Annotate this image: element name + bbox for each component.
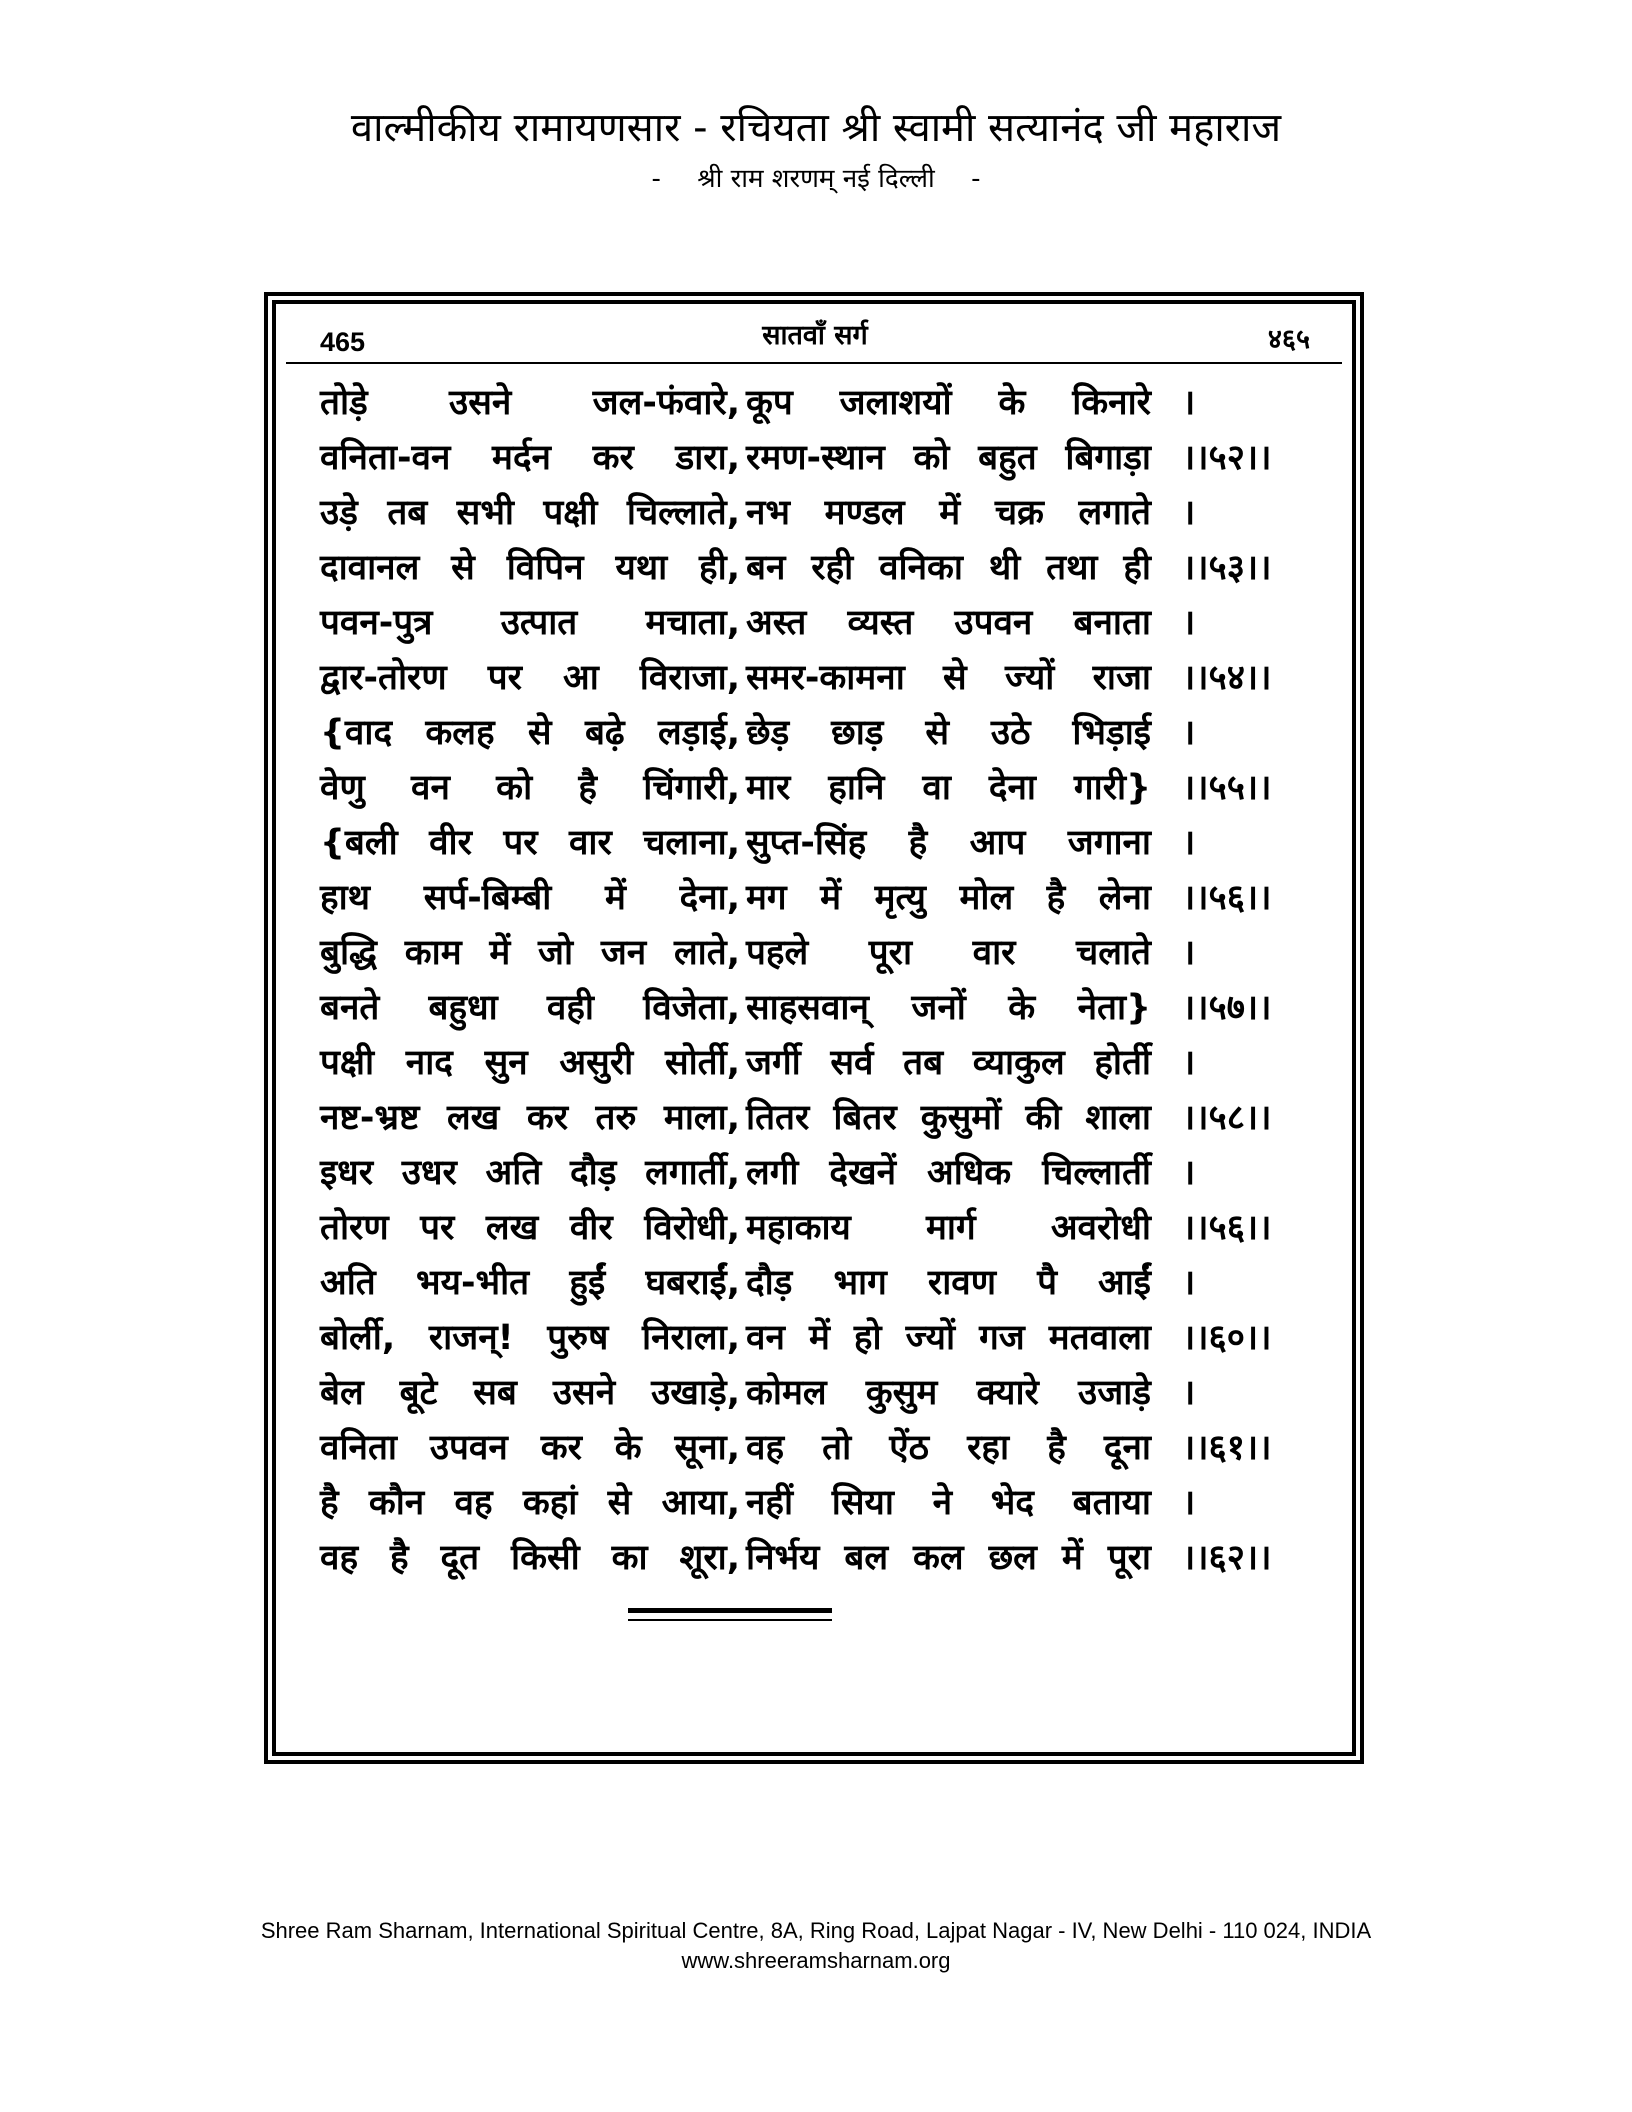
chapter-title: सातवाँ सर्ग bbox=[762, 320, 868, 351]
verse-left-half: वह है दूत किसी का शूरा, bbox=[320, 1538, 740, 1578]
verse-right-half: नभ मण्डल में चक्र लगाते bbox=[746, 493, 1151, 533]
verse-end-mark: । bbox=[1182, 1043, 1196, 1083]
verse-right-half: सुप्त-सिंह है आप जगाना bbox=[746, 823, 1151, 863]
verse-left-half: वनिता-वन मर्दन कर डारा, bbox=[320, 438, 740, 478]
verse-line bbox=[320, 1036, 1320, 1091]
verse-end-mark: । bbox=[1182, 383, 1196, 423]
verse-right-half: नहीं सिया ने भेद बताया bbox=[746, 1483, 1151, 1523]
verse-left-half: बोर्ली, राजन्! पुरुष निराला, bbox=[320, 1318, 740, 1358]
verse-end-mark: । bbox=[1182, 1483, 1196, 1523]
verse-right-half: रमण-स्थान को बहुत बिगाड़ा bbox=[746, 438, 1151, 478]
verse-end-mark: । bbox=[1182, 1373, 1196, 1413]
verse-right-half: तितर बितर कुसुमों की शाला bbox=[746, 1098, 1151, 1138]
verse-line bbox=[320, 1311, 1320, 1366]
verse-right-half: महाकाय मार्ग अवरोधी bbox=[746, 1208, 1151, 1248]
document-subtitle bbox=[0, 162, 1632, 196]
verse-line bbox=[320, 596, 1320, 651]
verse-end-mark: ।।६०।। bbox=[1182, 1318, 1272, 1358]
subtitle-dash-left: - bbox=[651, 164, 661, 194]
verse-end-mark: ।।५५।। bbox=[1182, 768, 1272, 808]
footer-website-link[interactable]: www.shreeramsharnam.org bbox=[681, 1948, 951, 1973]
verse-right-half: पहले पूरा वार चलाते bbox=[746, 933, 1151, 973]
verse-left-half: बनते बहुधा वही विजेता, bbox=[320, 988, 740, 1028]
verse-line bbox=[320, 541, 1320, 596]
verse-right-half: दौड़ भाग रावण पै आईं bbox=[746, 1263, 1151, 1303]
verse-end-mark: ।।५४।। bbox=[1182, 658, 1272, 698]
verse-left-half: {वाद कलह से बढ़े लड़ाई, bbox=[320, 713, 740, 753]
footer-address: Shree Ram Sharnam, International Spiritual Centre, 8A, Ring Road, Lajpat Nagar - IV, New Delhi - 110 024, INDIA bbox=[260, 1918, 1372, 1943]
verse-line bbox=[320, 926, 1320, 981]
verse-left-half: द्वार-तोरण पर आ विराजा, bbox=[320, 658, 740, 698]
verse-end-mark: । bbox=[1182, 603, 1196, 643]
verse-end-mark: । bbox=[1182, 493, 1196, 533]
verse-line bbox=[320, 1091, 1320, 1146]
verse-end-mark: ।।५२।। bbox=[1182, 438, 1272, 478]
verse-line bbox=[320, 1146, 1320, 1201]
verse-left-half: अति भय-भीत हुईं घबराईं, bbox=[320, 1263, 740, 1303]
verse-line bbox=[320, 1366, 1320, 1421]
end-rule-thick bbox=[628, 1608, 832, 1613]
verse-end-mark: । bbox=[1182, 1263, 1196, 1303]
verse-end-mark: ।।६२।। bbox=[1182, 1538, 1272, 1578]
verse-line bbox=[320, 1256, 1320, 1311]
verse-line bbox=[320, 486, 1320, 541]
verse-left-half: पवन-पुत्र उत्पात मचाता, bbox=[320, 603, 740, 643]
verse-end-mark: ।।५८।। bbox=[1182, 1098, 1272, 1138]
header-divider bbox=[286, 362, 1342, 364]
verse-line bbox=[320, 706, 1320, 761]
verse-right-half: कूप जलाशयों के किनारे bbox=[746, 383, 1151, 423]
verse-end-mark: । bbox=[1182, 1153, 1196, 1193]
subtitle-text: श्री राम शरणम् नई दिल्ली bbox=[697, 164, 935, 194]
end-rule-thin bbox=[628, 1619, 832, 1621]
verse-left-half: नष्ट-भ्रष्ट लख कर तरु माला, bbox=[320, 1098, 740, 1138]
verse-right-half: मार हानि वा देना गारी} bbox=[746, 768, 1151, 808]
verse-left-half: बुद्धि काम में जो जन लाते, bbox=[320, 933, 740, 973]
verse-line bbox=[320, 1476, 1320, 1531]
verse-end-mark: । bbox=[1182, 713, 1196, 753]
verse-left-half: दावानल से विपिन यथा ही, bbox=[320, 548, 740, 588]
verse-right-half: बन रही वनिका थी तथा ही bbox=[746, 548, 1151, 588]
verse-left-half: उड़े तब सभी पक्षी चिल्लाते, bbox=[320, 493, 740, 533]
verse-right-half: कोमल कुसुम क्यारे उजाड़े bbox=[746, 1373, 1151, 1413]
end-ornament-rule bbox=[628, 1608, 832, 1624]
verse-end-mark: ।।५६।। bbox=[1182, 1208, 1272, 1248]
page-number-devanagari: ४६५ bbox=[1267, 324, 1310, 355]
verse-line bbox=[320, 981, 1320, 1036]
verse-left-half: तोड़े उसने जल-फंवारे, bbox=[320, 383, 740, 423]
verse-list bbox=[320, 376, 1320, 1586]
verse-line bbox=[320, 1201, 1320, 1256]
verse-right-half: अस्त व्यस्त उपवन बनाता bbox=[746, 603, 1151, 643]
document-title: वाल्मीकीय रामायणसार - रचियता श्री स्वामी सत्यानंद जी महाराज bbox=[350, 105, 1282, 151]
verse-line bbox=[320, 431, 1320, 486]
verse-line bbox=[320, 1531, 1320, 1586]
verse-left-half: वेणु वन को है चिंगारी, bbox=[320, 768, 740, 808]
verse-end-mark: ।।५६।। bbox=[1182, 878, 1272, 918]
verse-end-mark: ।।५७।। bbox=[1182, 988, 1272, 1028]
verse-left-half: तोरण पर लख वीर विरोधी, bbox=[320, 1208, 740, 1248]
verse-right-half: वह तो ऐंठ रहा है दूना bbox=[746, 1428, 1151, 1468]
verse-end-mark: । bbox=[1182, 823, 1196, 863]
verse-end-mark: ।।६१।। bbox=[1182, 1428, 1272, 1468]
verse-left-half: वनिता उपवन कर के सूना, bbox=[320, 1428, 740, 1468]
subtitle-dash-right: - bbox=[971, 164, 981, 194]
verse-line bbox=[320, 651, 1320, 706]
verse-right-half: निर्भय बल कल छल में पूरा bbox=[746, 1538, 1151, 1578]
page-header bbox=[320, 318, 1310, 358]
verse-right-half: वन में हो ज्यों गज मतवाला bbox=[746, 1318, 1151, 1358]
verse-left-half: पक्षी नाद सुन असुरी सोर्ती, bbox=[320, 1043, 740, 1083]
verse-end-mark: ।।५३।। bbox=[1182, 548, 1272, 588]
verse-right-half: समर-कामना से ज्यों राजा bbox=[746, 658, 1151, 698]
verse-line bbox=[320, 1421, 1320, 1476]
verse-left-half: {बली वीर पर वार चलाना, bbox=[320, 823, 740, 863]
verse-right-half: छेड़ छाड़ से उठे भिड़ाई bbox=[746, 713, 1151, 753]
verse-left-half: इधर उधर अति दौड़ लगार्ती, bbox=[320, 1153, 740, 1193]
verse-line bbox=[320, 761, 1320, 816]
verse-left-half: है कौन वह कहां से आया, bbox=[320, 1483, 740, 1523]
verse-left-half: हाथ सर्प-बिम्बी में देना, bbox=[320, 878, 740, 918]
verse-line bbox=[320, 871, 1320, 926]
verse-right-half: मग में मृत्यु मोल है लेना bbox=[746, 878, 1151, 918]
verse-line bbox=[320, 376, 1320, 431]
verse-left-half: बेल बूटे सब उसने उखाड़े, bbox=[320, 1373, 740, 1413]
verse-end-mark: । bbox=[1182, 933, 1196, 973]
verse-line bbox=[320, 816, 1320, 871]
verse-right-half: लगी देखनें अधिक चिल्लार्ती bbox=[746, 1153, 1151, 1193]
page-number-latin: 465 bbox=[320, 327, 366, 357]
verse-right-half: साहसवान् जनों के नेता} bbox=[746, 988, 1151, 1028]
verse-right-half: जर्गी सर्व तब व्याकुल होर्ती bbox=[746, 1043, 1151, 1083]
